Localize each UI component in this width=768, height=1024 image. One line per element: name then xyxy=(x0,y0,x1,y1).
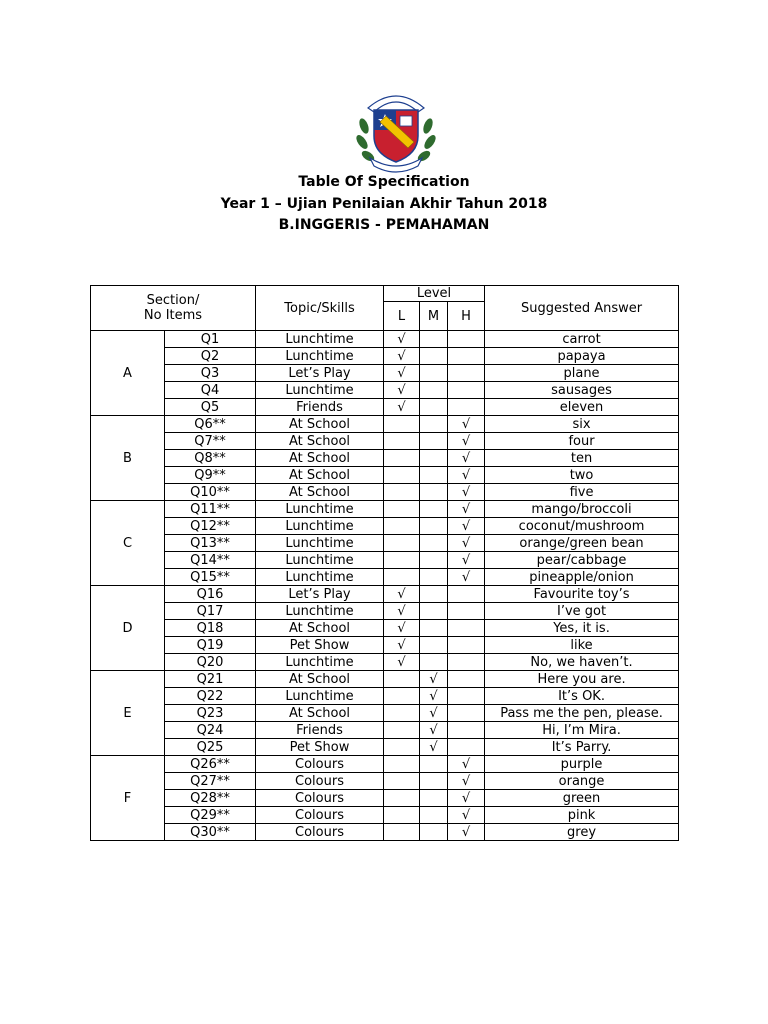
check-mark-icon: √ xyxy=(461,535,471,551)
level-m-cell xyxy=(420,705,448,722)
table-row xyxy=(91,603,679,620)
topic-cell: At School xyxy=(256,484,384,501)
level-l-cell xyxy=(384,824,420,841)
table-row xyxy=(91,433,679,450)
section-label: F xyxy=(91,756,165,841)
table-row xyxy=(91,484,679,501)
level-m-cell xyxy=(420,807,448,824)
level-m-header: M xyxy=(420,302,448,331)
check-mark-icon: √ xyxy=(461,416,471,432)
item-number: Q17 xyxy=(165,603,256,620)
level-m-cell xyxy=(420,722,448,739)
level-l-cell xyxy=(384,348,420,365)
level-h-cell xyxy=(448,348,485,365)
table-row xyxy=(91,620,679,637)
check-mark-icon: √ xyxy=(429,688,438,704)
answer-cell: like xyxy=(485,637,679,654)
table-row xyxy=(91,365,679,382)
item-number: Q13** xyxy=(165,535,256,552)
topic-cell: At School xyxy=(256,450,384,467)
item-number: Q24 xyxy=(165,722,256,739)
level-h-cell xyxy=(448,552,485,569)
level-l-cell xyxy=(384,756,420,773)
level-m-cell xyxy=(420,365,448,382)
level-m-cell xyxy=(420,484,448,501)
table-row xyxy=(91,501,679,518)
table-row xyxy=(91,399,679,416)
check-mark-icon: √ xyxy=(461,824,471,840)
level-h-cell xyxy=(448,433,485,450)
table-body xyxy=(91,331,679,841)
level-l-cell xyxy=(384,484,420,501)
level-l-cell xyxy=(384,433,420,450)
level-m-cell xyxy=(420,416,448,433)
item-number: Q5 xyxy=(165,399,256,416)
item-number: Q12** xyxy=(165,518,256,535)
table-row xyxy=(91,450,679,467)
answer-cell: five xyxy=(485,484,679,501)
table-row xyxy=(91,382,679,399)
topic-cell: Pet Show xyxy=(256,637,384,654)
item-number: Q28** xyxy=(165,790,256,807)
check-mark-icon: √ xyxy=(429,671,438,687)
check-mark-icon: √ xyxy=(429,705,438,721)
level-l-cell xyxy=(384,637,420,654)
level-l-cell xyxy=(384,569,420,586)
topic-cell: Let’s Play xyxy=(256,586,384,603)
document-subject: B.INGGERIS - PEMAHAMAN xyxy=(278,217,490,233)
table-row xyxy=(91,705,679,722)
level-m-cell xyxy=(420,637,448,654)
level-h-cell xyxy=(448,331,485,348)
topic-cell: Lunchtime xyxy=(256,654,384,671)
level-m-cell xyxy=(420,620,448,637)
level-m-cell xyxy=(420,518,448,535)
level-m-cell xyxy=(420,331,448,348)
answer-cell: purple xyxy=(485,756,679,773)
topic-cell: At School xyxy=(256,671,384,688)
item-number: Q26** xyxy=(165,756,256,773)
level-m-cell xyxy=(420,348,448,365)
answer-cell: grey xyxy=(485,824,679,841)
level-m-cell xyxy=(420,552,448,569)
table-row xyxy=(91,637,679,654)
item-number: Q16 xyxy=(165,586,256,603)
level-m-cell xyxy=(420,654,448,671)
answer-cell: No, we haven’t. xyxy=(485,654,679,671)
check-mark-icon: √ xyxy=(461,756,471,772)
check-mark-icon: √ xyxy=(461,467,471,483)
section-label: E xyxy=(91,671,165,756)
answer-cell: Pass me the pen, please. xyxy=(485,705,679,722)
level-m-cell xyxy=(420,586,448,603)
section-label: A xyxy=(91,331,165,416)
answer-cell: orange/green bean xyxy=(485,535,679,552)
topic-cell: Lunchtime xyxy=(256,331,384,348)
table-header xyxy=(91,286,679,331)
answer-cell: papaya xyxy=(485,348,679,365)
level-h-cell xyxy=(448,603,485,620)
level-l-cell xyxy=(384,722,420,739)
check-mark-icon: √ xyxy=(461,484,471,500)
check-mark-icon: √ xyxy=(429,722,438,738)
level-h-cell xyxy=(448,654,485,671)
answer-cell: green xyxy=(485,790,679,807)
table-row xyxy=(91,552,679,569)
item-number: Q20 xyxy=(165,654,256,671)
crest-icon xyxy=(356,86,436,174)
item-number: Q14** xyxy=(165,552,256,569)
topic-cell: At School xyxy=(256,416,384,433)
level-h-cell xyxy=(448,790,485,807)
topic-cell: Lunchtime xyxy=(256,501,384,518)
level-m-cell xyxy=(420,671,448,688)
level-l-cell xyxy=(384,399,420,416)
answer-cell: sausages xyxy=(485,382,679,399)
level-h-cell xyxy=(448,824,485,841)
level-m-cell xyxy=(420,467,448,484)
table-row xyxy=(91,348,679,365)
check-mark-icon: √ xyxy=(461,518,471,534)
answer-cell: pineapple/onion xyxy=(485,569,679,586)
section-header xyxy=(91,286,256,331)
check-mark-icon: √ xyxy=(397,365,406,381)
level-h-cell xyxy=(448,671,485,688)
level-l-cell xyxy=(384,671,420,688)
level-h-cell xyxy=(448,756,485,773)
answer-cell: orange xyxy=(485,773,679,790)
check-mark-icon: √ xyxy=(397,348,406,364)
topic-cell: Colours xyxy=(256,824,384,841)
item-number: Q27** xyxy=(165,773,256,790)
level-l-cell xyxy=(384,518,420,535)
section-label: C xyxy=(91,501,165,586)
table-row xyxy=(91,569,679,586)
level-m-cell xyxy=(420,824,448,841)
level-h-cell xyxy=(448,739,485,756)
table-row xyxy=(91,518,679,535)
item-number: Q23 xyxy=(165,705,256,722)
level-l-cell xyxy=(384,586,420,603)
level-m-cell xyxy=(420,450,448,467)
item-number: Q19 xyxy=(165,637,256,654)
answer-header: Suggested Answer xyxy=(485,286,679,331)
table-row xyxy=(91,654,679,671)
level-m-cell xyxy=(420,501,448,518)
level-l-cell xyxy=(384,620,420,637)
item-number: Q3 xyxy=(165,365,256,382)
item-number: Q8** xyxy=(165,450,256,467)
item-number: Q9** xyxy=(165,467,256,484)
table-row xyxy=(91,756,679,773)
level-l-cell xyxy=(384,467,420,484)
level-l-cell xyxy=(384,654,420,671)
answer-cell: pink xyxy=(485,807,679,824)
header-row-top xyxy=(91,286,679,302)
item-number: Q6** xyxy=(165,416,256,433)
level-m-cell xyxy=(420,739,448,756)
check-mark-icon: √ xyxy=(429,739,438,755)
topic-cell: At School xyxy=(256,467,384,484)
topic-cell: At School xyxy=(256,620,384,637)
level-h-cell xyxy=(448,637,485,654)
check-mark-icon: √ xyxy=(397,331,406,347)
level-h-cell xyxy=(448,365,485,382)
topic-cell: Lunchtime xyxy=(256,569,384,586)
item-number: Q25 xyxy=(165,739,256,756)
level-h-cell xyxy=(448,484,485,501)
level-h-cell xyxy=(448,569,485,586)
answer-cell: Favourite toy’s xyxy=(485,586,679,603)
table-row xyxy=(91,671,679,688)
item-number: Q2 xyxy=(165,348,256,365)
check-mark-icon: √ xyxy=(397,603,406,619)
answer-cell: pear/cabbage xyxy=(485,552,679,569)
answer-cell: Yes, it is. xyxy=(485,620,679,637)
topic-cell: Let’s Play xyxy=(256,365,384,382)
check-mark-icon: √ xyxy=(461,807,471,823)
item-number: Q29** xyxy=(165,807,256,824)
check-mark-icon: √ xyxy=(397,637,406,653)
table-row xyxy=(91,331,679,348)
topic-cell: Lunchtime xyxy=(256,688,384,705)
topic-cell: At School xyxy=(256,705,384,722)
level-h-cell xyxy=(448,620,485,637)
table-row xyxy=(91,824,679,841)
level-h-cell xyxy=(448,688,485,705)
level-h-cell xyxy=(448,501,485,518)
topic-cell: Friends xyxy=(256,722,384,739)
level-l-cell xyxy=(384,501,420,518)
level-h-cell xyxy=(448,535,485,552)
table-row xyxy=(91,790,679,807)
check-mark-icon: √ xyxy=(397,620,406,636)
level-l-cell xyxy=(384,416,420,433)
topic-cell: Colours xyxy=(256,807,384,824)
level-h-cell xyxy=(448,773,485,790)
level-h-cell xyxy=(448,382,485,399)
level-l-header: L xyxy=(384,302,420,331)
answer-cell: carrot xyxy=(485,331,679,348)
topic-cell: Friends xyxy=(256,399,384,416)
answer-cell: two xyxy=(485,467,679,484)
level-l-cell xyxy=(384,382,420,399)
level-l-cell xyxy=(384,739,420,756)
check-mark-icon: √ xyxy=(397,586,406,602)
answer-cell: It’s Parry. xyxy=(485,739,679,756)
check-mark-icon: √ xyxy=(461,433,471,449)
topic-cell: Colours xyxy=(256,773,384,790)
level-m-cell xyxy=(420,603,448,620)
level-l-cell xyxy=(384,773,420,790)
topic-cell: Lunchtime xyxy=(256,535,384,552)
topic-cell: Colours xyxy=(256,790,384,807)
table-row xyxy=(91,807,679,824)
item-number: Q30** xyxy=(165,824,256,841)
section-label: B xyxy=(91,416,165,501)
document-title: Table Of Specification xyxy=(298,174,470,190)
level-h-cell xyxy=(448,705,485,722)
table-row xyxy=(91,467,679,484)
table-row xyxy=(91,722,679,739)
topic-cell: Lunchtime xyxy=(256,348,384,365)
answer-cell: mango/broccoli xyxy=(485,501,679,518)
table-row xyxy=(91,586,679,603)
level-m-cell xyxy=(420,756,448,773)
answer-cell: ten xyxy=(485,450,679,467)
table-row xyxy=(91,739,679,756)
level-l-cell xyxy=(384,688,420,705)
level-m-cell xyxy=(420,399,448,416)
level-l-cell xyxy=(384,365,420,382)
item-number: Q1 xyxy=(165,331,256,348)
topic-cell: At School xyxy=(256,433,384,450)
level-h-cell xyxy=(448,467,485,484)
level-m-cell xyxy=(420,433,448,450)
answer-cell: Hi, I’m Mira. xyxy=(485,722,679,739)
check-mark-icon: √ xyxy=(397,654,406,670)
answer-cell: It’s OK. xyxy=(485,688,679,705)
topic-header: Topic/Skills xyxy=(256,286,384,331)
check-mark-icon: √ xyxy=(397,399,406,415)
specification-table xyxy=(90,285,679,841)
level-header: Level xyxy=(384,286,485,302)
answer-cell: eleven xyxy=(485,399,679,416)
level-h-cell xyxy=(448,450,485,467)
check-mark-icon: √ xyxy=(397,382,406,398)
section-header-line1: Section/ xyxy=(146,293,200,308)
item-number: Q11** xyxy=(165,501,256,518)
level-l-cell xyxy=(384,535,420,552)
level-l-cell xyxy=(384,603,420,620)
check-mark-icon: √ xyxy=(461,501,471,517)
table-row xyxy=(91,688,679,705)
answer-cell: I’ve got xyxy=(485,603,679,620)
answer-cell: Here you are. xyxy=(485,671,679,688)
level-l-cell xyxy=(384,807,420,824)
level-l-cell xyxy=(384,552,420,569)
answer-cell: plane xyxy=(485,365,679,382)
section-label: D xyxy=(91,586,165,671)
table-row xyxy=(91,773,679,790)
level-h-header: H xyxy=(448,302,485,331)
check-mark-icon: √ xyxy=(461,450,471,466)
document-subtitle: Year 1 – Ujian Penilaian Akhir Tahun 2018 xyxy=(220,196,548,212)
answer-cell: six xyxy=(485,416,679,433)
level-m-cell xyxy=(420,382,448,399)
level-l-cell xyxy=(384,450,420,467)
level-m-cell xyxy=(420,569,448,586)
level-m-cell xyxy=(420,790,448,807)
level-m-cell xyxy=(420,688,448,705)
item-number: Q7** xyxy=(165,433,256,450)
topic-cell: Pet Show xyxy=(256,739,384,756)
topic-cell: Lunchtime xyxy=(256,552,384,569)
level-h-cell xyxy=(448,399,485,416)
level-l-cell xyxy=(384,790,420,807)
item-number: Q4 xyxy=(165,382,256,399)
item-number: Q15** xyxy=(165,569,256,586)
item-number: Q18 xyxy=(165,620,256,637)
level-m-cell xyxy=(420,535,448,552)
level-l-cell xyxy=(384,705,420,722)
answer-cell: four xyxy=(485,433,679,450)
check-mark-icon: √ xyxy=(461,773,471,789)
item-number: Q21 xyxy=(165,671,256,688)
section-header-line2: No Items xyxy=(143,308,203,323)
item-number: Q22 xyxy=(165,688,256,705)
school-crest-logo xyxy=(356,86,436,174)
topic-cell: Lunchtime xyxy=(256,518,384,535)
check-mark-icon: √ xyxy=(461,569,471,585)
level-h-cell xyxy=(448,416,485,433)
level-h-cell xyxy=(448,807,485,824)
level-h-cell xyxy=(448,722,485,739)
table-row xyxy=(91,535,679,552)
level-h-cell xyxy=(448,586,485,603)
check-mark-icon: √ xyxy=(461,552,471,568)
table-row xyxy=(91,416,679,433)
level-l-cell xyxy=(384,331,420,348)
topic-cell: Colours xyxy=(256,756,384,773)
level-m-cell xyxy=(420,773,448,790)
level-h-cell xyxy=(448,518,485,535)
answer-cell: coconut/mushroom xyxy=(485,518,679,535)
topic-cell: Lunchtime xyxy=(256,603,384,620)
check-mark-icon: √ xyxy=(461,790,471,806)
topic-cell: Lunchtime xyxy=(256,382,384,399)
item-number: Q10** xyxy=(165,484,256,501)
